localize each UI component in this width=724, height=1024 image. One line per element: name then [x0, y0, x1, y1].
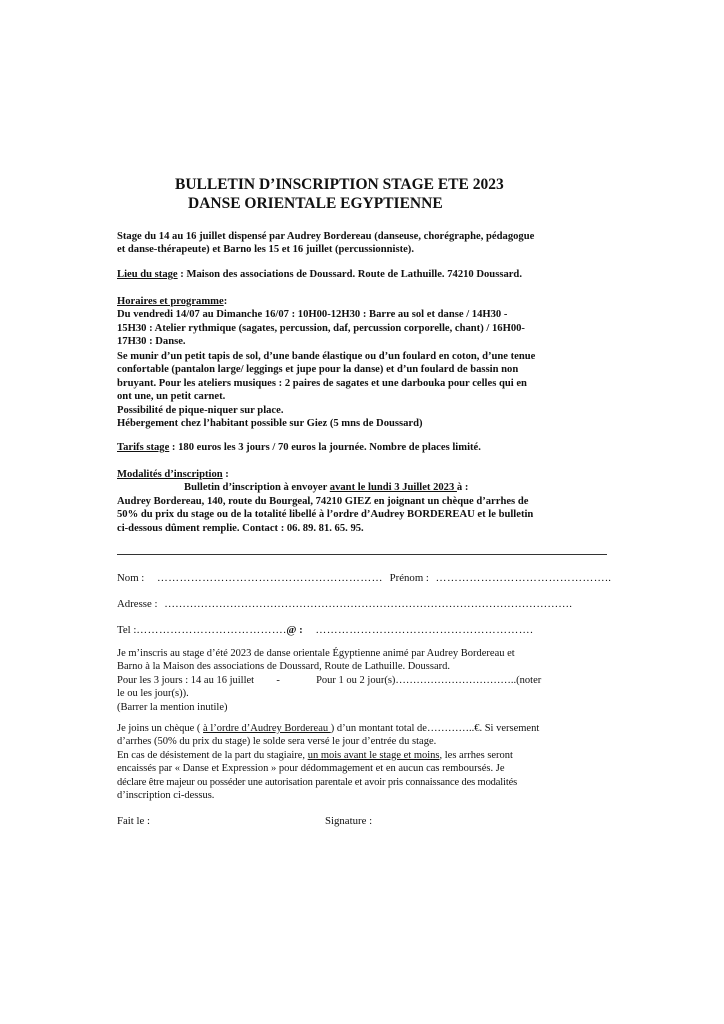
adresse-field[interactable]: ………………………………………………………………………………………………….: [164, 598, 573, 610]
engagement-paragraph: [117, 647, 605, 714]
horaires-paragraph: [117, 295, 605, 349]
paiement-text: , les arrhes seront: [439, 749, 513, 761]
paiement-amount[interactable]: ) d’un montant total de…………..€. Si versement: [330, 723, 540, 734]
engagement-line: (Barrer la mention inutile): [117, 701, 228, 713]
intro-line: et danse-thérapeute) et Barno les 15 et 16 juillet (percussionniste).: [117, 244, 414, 256]
horaires-line: 15H30 : Atelier rythmique (sagates, percussion, daf, percussion corporelle, chant) / 16H00-: [117, 322, 525, 334]
signature-field[interactable]: [325, 815, 372, 827]
nom-label: Nom :: [117, 572, 145, 584]
modalites-text: à :: [456, 482, 469, 494]
option-three-days[interactable]: Pour les 3 jours : 14 au 16 juillet: [117, 674, 255, 686]
tel-label: Tel :: [117, 624, 137, 636]
modalites-line: 50% du prix du stage ou de la totalité libellé à l’ordre d’Audrey BORDEREAU et le bulletin: [117, 509, 534, 521]
materiel-line: ont une, un petit carnet.: [117, 391, 226, 403]
lieu-label: Lieu du stage: [117, 269, 178, 280]
title-line-2: DANSE ORIENTALE EGYPTIENNE: [188, 195, 443, 212]
modalites-paragraph: [117, 468, 605, 535]
horaires-line: Du vendredi 14/07 au Dimanche 16/07 : 10H00-12H30 : Barre au sol et danse / 14H30 -: [117, 309, 508, 321]
modalites-text: Bulletin d’inscription à envoyer: [184, 482, 330, 494]
modalites-line: ci-dessous dûment remplie. Contact : 06. 89. 81. 65. 95.: [117, 522, 364, 534]
horaires-colon: :: [223, 296, 228, 307]
email-field[interactable]: ………………………………………………….: [315, 624, 534, 636]
materiel-line: Hébergement chez l’habitant possible sur Giez (5 mns de Doussard): [117, 418, 423, 430]
materiel-line: Possibilité de pique-niquer sur place.: [117, 404, 284, 416]
paiement-line: d’inscription ci-dessus.: [117, 790, 215, 802]
adresse-label: Adresse :: [117, 598, 158, 610]
lieu-text: Maison des associations de Doussard. Route de Lathuille. 74210 Doussard.: [186, 269, 522, 280]
lieu-sep: :: [177, 269, 187, 280]
paiement-paragraph: [117, 722, 605, 802]
contact-row: [117, 624, 533, 636]
email-label: @ :: [286, 624, 303, 636]
paiement-line: d’arrhes (50% du prix du stage) le solde sera versé le jour d’entrée du stage.: [117, 736, 437, 748]
materiel-paragraph: [117, 350, 605, 430]
fait-le-field[interactable]: [117, 815, 150, 827]
separator-line: [117, 554, 607, 555]
modalites-line: Audrey Bordereau, 140, route du Bourgeal, 74210 GIEZ en joignant un chèque d’arrhes de: [117, 495, 529, 507]
lieu-paragraph: [117, 268, 605, 281]
title-line-1: BULLETIN D’INSCRIPTION STAGE ETE 2023: [175, 176, 504, 193]
tarifs-label: Tarifs stage: [117, 442, 170, 453]
horaires-line: 17H30 : Danse.: [117, 336, 186, 348]
paiement-line: déclare être majeur ou posséder une autorisation parentale et avoir pris connaissance des modalités: [117, 776, 518, 788]
horaires-label: Horaires et programme: [117, 296, 224, 307]
nom-field[interactable]: ……………………………………………………: [157, 572, 383, 584]
option-separator: -: [276, 674, 280, 686]
tarifs-paragraph: [117, 441, 605, 454]
materiel-line: Se munir d’un petit tapis de sol, d’une bande élastique ou d’un foulard en coton, d’une tenue: [117, 351, 536, 362]
engagement-line: Je m’inscris au stage d’été 2023 de danse orientale Égyptienne animé par Audrey Bordereau et: [117, 648, 515, 659]
intro-line: Stage du 14 au 16 juillet dispensé par Audrey Bordereau (danseuse, chorégraphe, pédagogue: [117, 231, 535, 242]
modalites-label: Modalités d’inscription: [117, 469, 223, 480]
address-row: [117, 598, 572, 610]
signature-label: Signature :: [325, 815, 373, 827]
materiel-line: confortable (pantalon large/ leggings et jupe pour la danse) et d’un foulard de bassin non: [117, 364, 519, 376]
name-row: [117, 572, 612, 584]
document-title: [175, 175, 595, 213]
materiel-line: bruyant. Pour les ateliers musiques : 2 paires de sagates et une darbouka pour celles qui en: [117, 377, 527, 389]
tarifs-sep: :: [169, 442, 179, 453]
paiement-text: En cas de désistement de la part du stagiaire,: [117, 749, 308, 761]
prenom-label: Prénom :: [389, 572, 429, 584]
fait-le-label: Fait le :: [117, 815, 150, 827]
tel-field[interactable]: ………………………………….: [136, 624, 287, 636]
intro-paragraph: [117, 230, 605, 257]
paiement-text: Je joins un chèque (: [117, 723, 204, 734]
paiement-payee: à l’ordre d’Audrey Bordereau: [203, 723, 331, 734]
paiement-line: encaissés par « Danse et Expression » pour dédommagement et en aucun cas remboursés. Je: [117, 763, 505, 775]
engagement-line: Barno à la Maison des associations de Doussard, Route de Lathuille. Doussard.: [117, 661, 451, 673]
paiement-deadline: un mois avant le stage et moins: [307, 749, 440, 761]
engagement-line: le ou les jour(s)).: [117, 688, 189, 700]
tarifs-text: 180 euros les 3 jours / 70 euros la journée. Nombre de places limité.: [178, 442, 481, 453]
modalites-deadline: avant le lundi 3 Juillet 2023: [329, 482, 457, 494]
prenom-field[interactable]: ………………………………………..: [435, 572, 612, 584]
modalites-colon: :: [222, 469, 229, 480]
option-one-two-days[interactable]: Pour 1 ou 2 jour(s)……………………………..(noter: [316, 674, 542, 686]
